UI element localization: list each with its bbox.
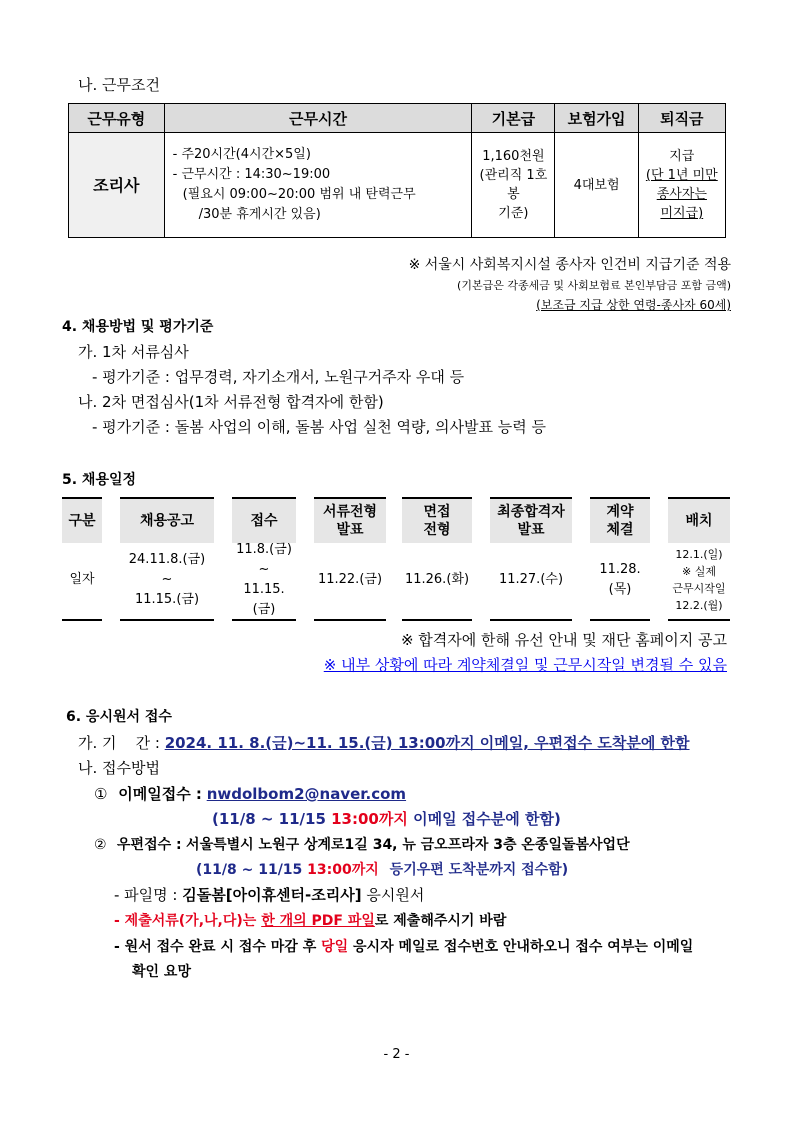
severance-cell xyxy=(638,133,725,238)
pay-cell xyxy=(472,133,555,238)
schedule-header: 접수 xyxy=(232,497,296,543)
sec4-item-ga: 가. 1차 서류심사 xyxy=(78,343,189,361)
schedule-header: 면접 전형 xyxy=(402,497,472,543)
post-application xyxy=(94,834,630,854)
schedule-cell: 11.8.(금) ~ 11.15.(금) xyxy=(232,541,296,621)
schedule-cell: 11.22.(금) xyxy=(314,541,386,621)
notice-suffix: 응시자 메일로 접수번호 안내하오니 접수 여부는 이메일 xyxy=(353,939,694,955)
sec4-item-na-detail: - 평가기준 : 돌봄 사업의 이해, 돌봄 사업 실천 역량, 의사발표 능력 등 xyxy=(92,418,546,436)
schedule-header: 채용공고 xyxy=(120,497,214,543)
file-label: - 파일명 : xyxy=(114,886,178,904)
docs-prefix: - 제출서류(가,나,다)는 xyxy=(114,913,257,929)
email-note-range: (11/8 ~ 11/15 xyxy=(212,810,326,828)
section-4-title: 4. 채용방법 및 평가기준 xyxy=(62,319,214,335)
hours-line: - 주20시간(4시간×5일) xyxy=(172,147,311,162)
file-suffix: 응시원서 xyxy=(366,886,425,904)
pay-line: (관리직 1호봉 xyxy=(479,168,548,202)
section-heading-work-conditions: 나. 근무조건 xyxy=(78,76,160,94)
post-address: 서울특별시 노원구 상계로1길 34, 뉴 금오프라자 3층 온종일돌봄사업단 xyxy=(186,837,630,853)
severance-line: 종사자는 xyxy=(656,187,707,202)
note-base-pay: (기본급은 각종세금 및 사회보험료 본인부담금 포함 금액) xyxy=(457,279,731,292)
header-severance: 퇴직금 xyxy=(638,104,725,133)
schedule-header: 계약 체결 xyxy=(590,497,650,543)
number-marker: ① xyxy=(94,785,108,803)
docs-pdf: 한 개의 PDF 파일 xyxy=(261,913,375,929)
application-method: 나. 접수방법 xyxy=(78,759,160,777)
notice-line xyxy=(114,936,693,956)
severance-line: (단 1년 미만 xyxy=(645,168,718,183)
section-5-title: 5. 채용일정 xyxy=(62,472,137,488)
sec4-item-ga-detail: - 평가기준 : 업무경력, 자기소개서, 노원구거주자 우대 등 xyxy=(92,368,465,386)
section-6-title: 6. 응시원서 접수 xyxy=(66,709,172,725)
schedule-cell: 11.26.(화) xyxy=(402,541,472,621)
schedule-cell: 11.27.(수) xyxy=(490,541,572,621)
sec4-item-na: 나. 2차 면접심사(1차 서류전형 합격자에 한함) xyxy=(78,393,384,411)
post-note xyxy=(196,859,568,879)
note-age-limit: (보조금 지급 상한 연령-종사자 60세) xyxy=(536,298,731,312)
notice-sameday: 당일 xyxy=(321,939,349,955)
insurance-cell: 4대보험 xyxy=(555,133,638,238)
schedule-header: 구분 xyxy=(62,497,102,543)
notice-prefix: - 원서 접수 완료 시 접수 마감 후 xyxy=(114,939,317,955)
schedule-cell: 11.28.(목) xyxy=(590,541,650,621)
severance-line: 미지급) xyxy=(660,206,704,221)
documents-line xyxy=(114,910,506,930)
note-standard: ※ 서울시 사회복지시설 종사자 인건비 지급기준 적용 xyxy=(408,257,731,273)
email-note-text: 이메일 접수분에 한함) xyxy=(413,810,561,828)
period-value: 2024. 11. 8.(금)~11. 15.(금) 13:00까지 이메일, 우편접수 도착분에 한함 xyxy=(164,734,690,752)
email-note-time: 13:00까지 xyxy=(331,810,408,828)
header-base-pay: 기본급 xyxy=(472,104,555,133)
number-marker: ② xyxy=(94,837,107,853)
schedule-note-change: ※ 내부 상황에 따라 계약체결일 및 근무시작일 변경될 수 있음 xyxy=(323,656,727,674)
application-period xyxy=(78,732,690,753)
hours-cell xyxy=(164,133,472,238)
pay-line: 기준) xyxy=(498,206,529,221)
email-application xyxy=(94,783,406,804)
period-label: 가. 기 간 : xyxy=(78,734,160,752)
file-name: 김돌봄[아이휴센터-조리사] xyxy=(182,886,362,904)
post-note-text: 등기우편 도착분까지 접수함) xyxy=(389,862,569,878)
severance-line: 지급 xyxy=(669,149,695,164)
schedule-header: 배치 xyxy=(668,497,730,543)
schedule-cell: 12.1.(일) ※ 실제 근무시작일 12.2.(월) xyxy=(668,541,730,621)
hours-line: /30분 휴게시간 있음) xyxy=(198,207,321,222)
role-cell: 조리사 xyxy=(69,133,165,238)
page-number: - 2 - xyxy=(383,1047,410,1062)
work-conditions-table xyxy=(68,103,726,238)
schedule-header: 최종합격자 발표 xyxy=(490,497,572,543)
docs-suffix: 로 제출해주시기 바람 xyxy=(374,913,507,929)
hours-line: - 근무시간 : 14:30~19:00 xyxy=(172,167,331,182)
schedule-header: 서류전형 발표 xyxy=(314,497,386,543)
post-note-time: 13:00까지 xyxy=(307,862,379,878)
file-name-line xyxy=(114,884,424,905)
email-label: 이메일접수 : xyxy=(118,785,202,803)
notice-line-2: 확인 요망 xyxy=(132,964,191,980)
header-work-hours: 근무시간 xyxy=(164,104,472,133)
pay-line: 1,160천원 xyxy=(482,149,545,164)
post-note-range: (11/8 ~ 11/15 xyxy=(196,862,303,878)
header-work-type: 근무유형 xyxy=(69,104,165,133)
schedule-cell: 24.11.8.(금) ~ 11.15.(금) xyxy=(120,541,214,621)
post-label: 우편접수 : xyxy=(117,837,182,853)
email-note xyxy=(212,808,561,829)
hours-line: (필요시 09:00~20:00 범위 내 탄력근무 xyxy=(182,187,416,202)
header-insurance: 보험가입 xyxy=(555,104,638,133)
schedule-row-label: 일자 xyxy=(62,541,102,621)
email-link[interactable]: nwdolbom2@naver.com xyxy=(206,785,407,803)
schedule-note-announce: ※ 합격자에 한해 유선 안내 및 재단 홈페이지 공고 xyxy=(400,631,727,649)
